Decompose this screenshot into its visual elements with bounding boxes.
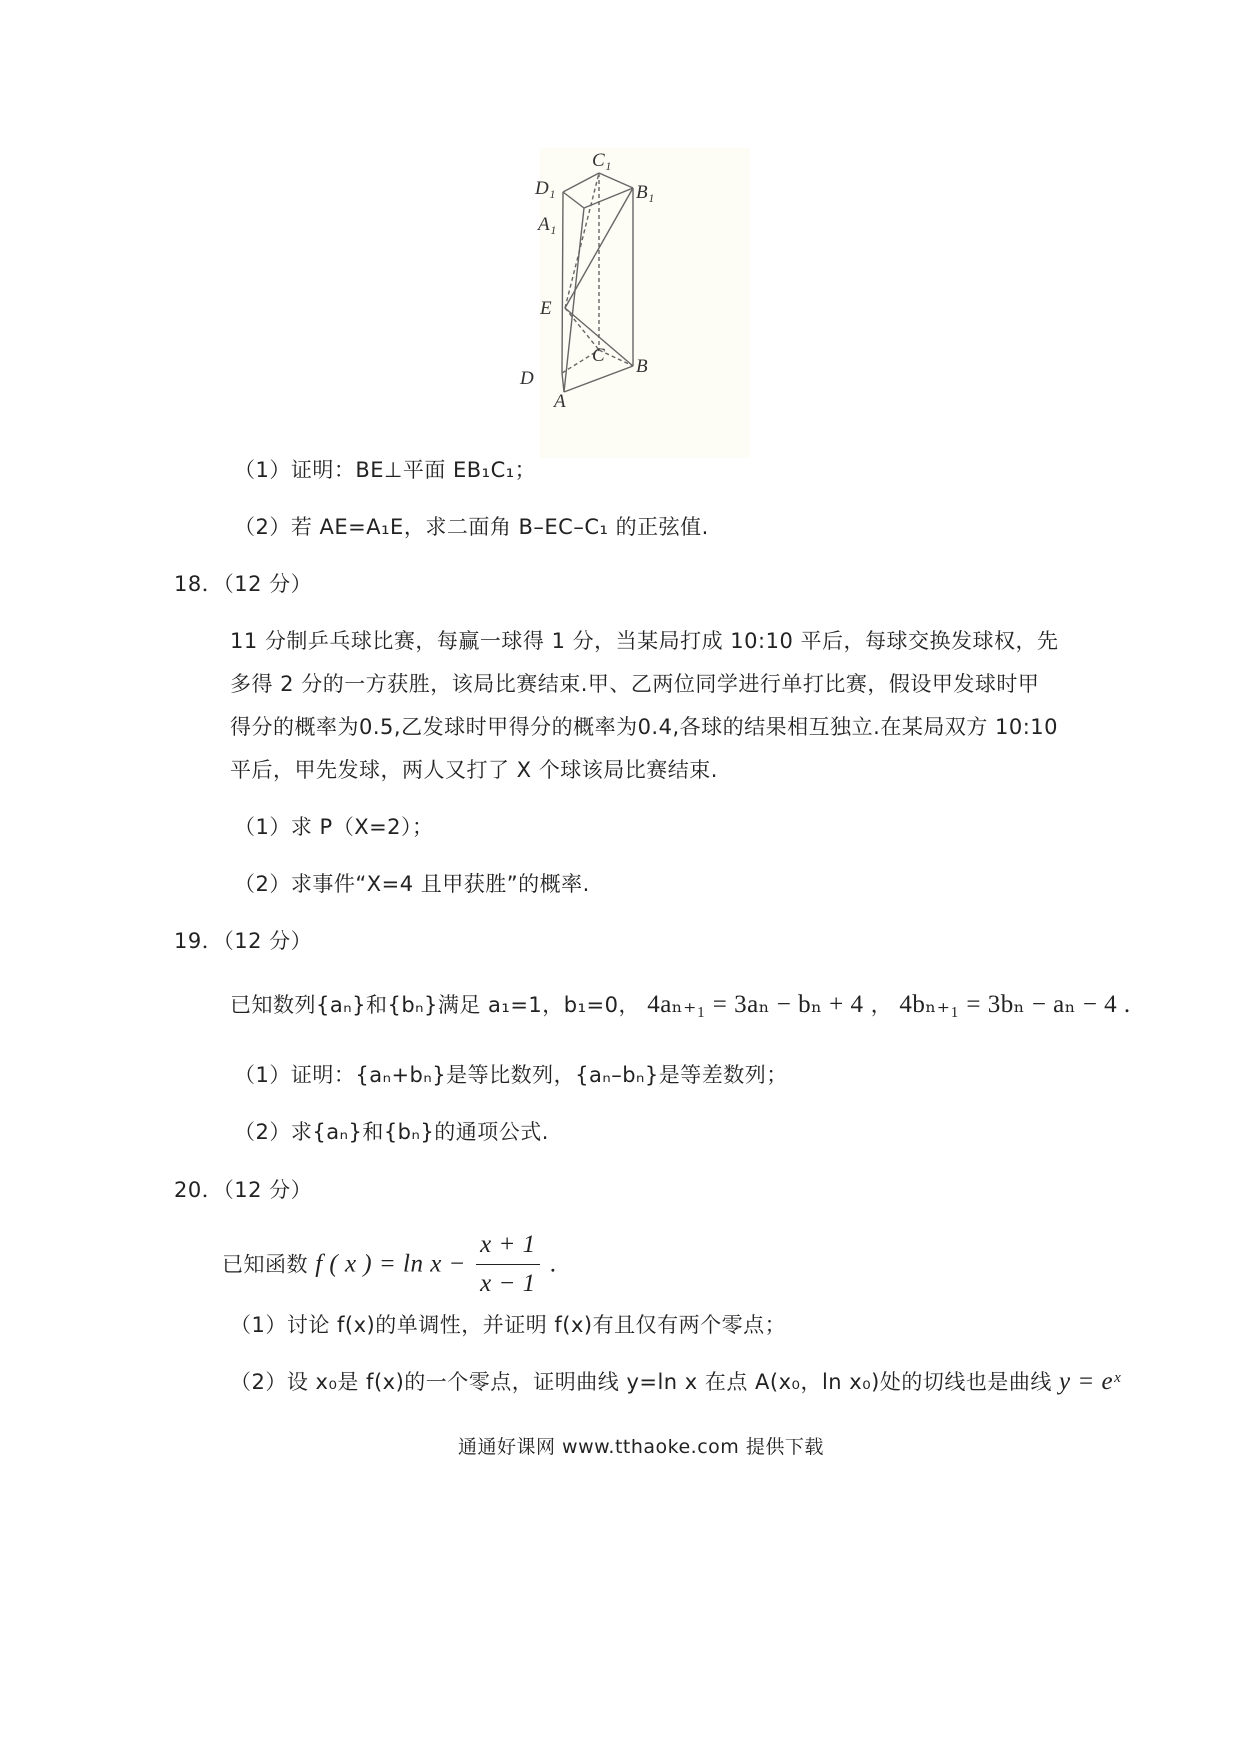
q17-part1: （1）证明：BE⊥平面 EB₁C₁； bbox=[234, 458, 537, 482]
q20-function-line bbox=[222, 1228, 557, 1301]
vertex-label-D: D bbox=[520, 368, 534, 389]
q18-body-line-1: 11 分制乒乓球比赛，每赢一球得 1 分，当某局打成 10:10 平后，每球交换发球权，先 bbox=[230, 629, 1059, 653]
q20-part2-math: y = eˣ bbox=[1059, 1368, 1121, 1395]
q18-part1: （1）求 P（X=2）； bbox=[234, 815, 434, 839]
q20-header: 20．（12 分） bbox=[174, 1178, 313, 1202]
vertex-label-A: A bbox=[554, 391, 566, 412]
q20-part2-text: （2）设 x₀是 f(x)的一个零点，证明曲线 y=ln x 在点 A(x₀，ln x₀)处的切线也是曲线 bbox=[230, 1370, 1052, 1394]
q19-part2: （2）求{aₙ}和{bₙ}的通项公式. bbox=[234, 1120, 549, 1144]
vertex-label-E: E bbox=[540, 298, 552, 319]
prism-diagram bbox=[520, 148, 750, 458]
q20-func-lhs: f ( x ) = ln x − bbox=[315, 1250, 466, 1278]
q18-header: 18．（12 分） bbox=[174, 572, 313, 596]
q19-equation-2: 4bₙ₊₁ = 3bₙ − aₙ − 4 . bbox=[899, 991, 1131, 1018]
prism-figure bbox=[520, 148, 750, 458]
q20-func-end: . bbox=[549, 1250, 557, 1278]
q20-part1: （1）讨论 f(x)的单调性，并证明 f(x)有且仅有两个零点； bbox=[230, 1313, 787, 1337]
q18-body-line-2: 多得 2 分的一方获胜，该局比赛结束.甲、乙两位同学进行单打比赛，假设甲发球时甲 bbox=[230, 672, 1040, 696]
vertex-label-C1: C₁ bbox=[592, 150, 612, 171]
q18-body-line-3: 得分的概率为0.5,乙发球时甲得分的概率为0.4,各球的结果相互独立.在某局双方 10:10 bbox=[230, 715, 1059, 739]
q20-fraction bbox=[476, 1228, 539, 1301]
q20-fraction-denominator: x − 1 bbox=[480, 1270, 536, 1297]
q20-part2-line bbox=[230, 1368, 1121, 1396]
q19-equation-1: 4aₙ₊₁ = 3aₙ − bₙ + 4 bbox=[647, 991, 864, 1018]
vertex-label-D1: D₁ bbox=[535, 178, 556, 199]
vertex-label-C: C bbox=[592, 345, 605, 366]
edge-D1D bbox=[562, 192, 563, 373]
q20-fraction-numerator: x + 1 bbox=[476, 1228, 539, 1265]
vertex-label-B: B bbox=[636, 356, 648, 377]
q19-part1: （1）证明：{aₙ+bₙ}是等比数列，{aₙ–bₙ}是等差数列； bbox=[234, 1063, 788, 1087]
q19-intro-line bbox=[230, 991, 1131, 1019]
q18-body-line-4: 平后，甲先发球，两人又打了 X 个球该局比赛结束. bbox=[230, 758, 718, 782]
q18-part2: （2）求事件“X=4 且甲获胜”的概率. bbox=[234, 872, 590, 896]
q19-separator: ， bbox=[870, 993, 893, 1017]
q17-part2: （2）若 AE=A₁E，求二面角 B–EC–C₁ 的正弦值. bbox=[234, 515, 709, 539]
vertex-label-A1: A₁ bbox=[538, 214, 557, 235]
q19-intro: 已知数列{aₙ}和{bₙ}满足 a₁=1，b₁=0， bbox=[230, 993, 640, 1017]
q20-intro: 已知函数 bbox=[222, 1252, 308, 1277]
q19-header: 19．（12 分） bbox=[174, 929, 313, 953]
vertex-label-B1: B₁ bbox=[636, 182, 655, 203]
page-footer: 通通好课网 www.tthaoke.com 提供下载 bbox=[458, 1436, 824, 1458]
